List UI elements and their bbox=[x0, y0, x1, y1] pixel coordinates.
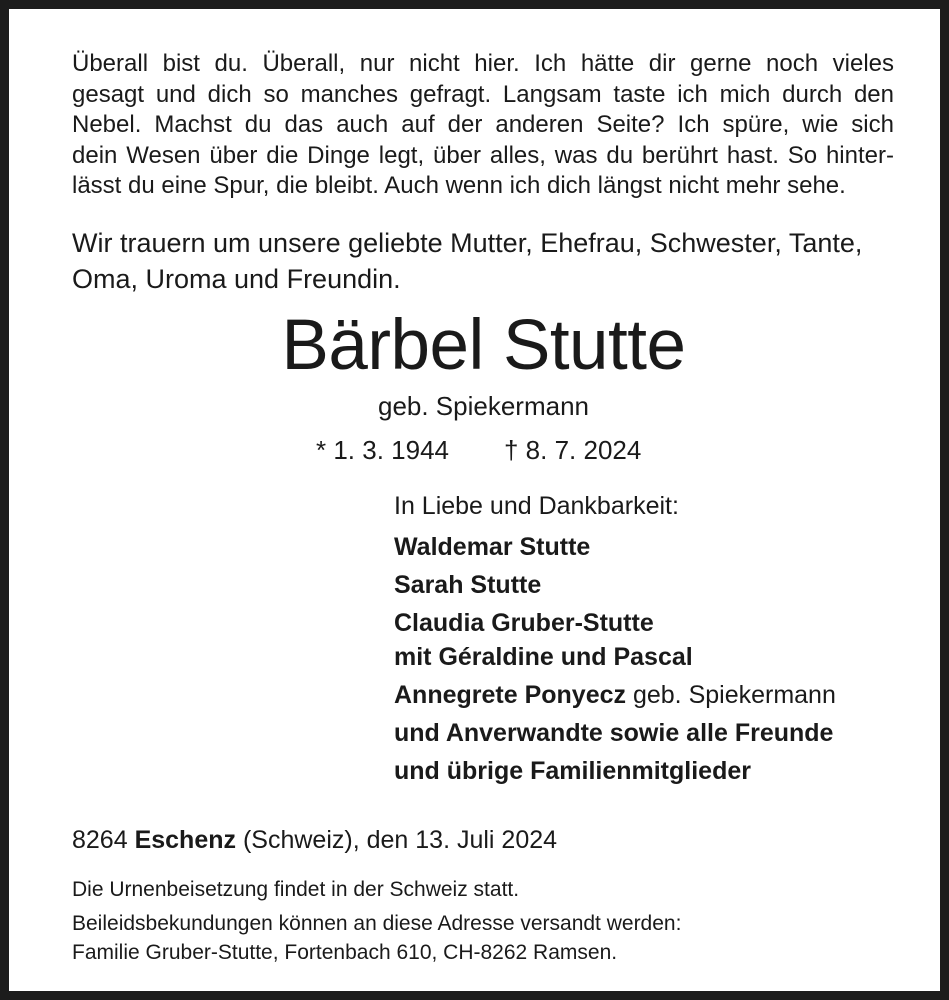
mourner-maiden-name: geb. Spiekermann bbox=[626, 681, 836, 709]
poem-text bbox=[72, 49, 894, 202]
condolences-note: Beileidsbekundungen können an diese Adresse versandt werden: bbox=[72, 912, 682, 935]
mourner-name: Sarah Stutte bbox=[394, 571, 542, 599]
place-postcode: 8264 bbox=[72, 826, 128, 854]
place-date: (Schweiz), den 13. Juli 2024 bbox=[242, 826, 558, 854]
birth-date: * 1. 3. 1944 bbox=[316, 435, 449, 465]
burial-note: Die Urnenbeisetzung findet in der Schweiz statt. bbox=[72, 878, 520, 901]
condolences-address: Familie Gruber-Stutte, Fortenbach 610, CH-8262 Ramsen. bbox=[72, 941, 618, 964]
maiden-name: geb. Spiekermann bbox=[377, 391, 590, 421]
mourner-name: mit Géraldine und Pascal bbox=[394, 643, 693, 671]
mourners-closing: und Anverwandte sowie alle Freunde bbox=[394, 719, 834, 747]
notes bbox=[72, 875, 681, 967]
mourner-name-bold: Annegrete Ponyecz bbox=[394, 681, 627, 709]
place-town: Eschenz bbox=[134, 826, 237, 854]
poem-line: lässt du eine Spur, die bleibt. Auch wenn ich dich längst nicht mehr sehe. bbox=[72, 172, 846, 199]
mourner-name: Claudia Gruber-Stutte bbox=[394, 609, 654, 637]
poem-line: Überall bist du. Überall, nur nicht hier. Ich hätte dir gerne noch vieles bbox=[72, 50, 894, 77]
mourner-name: Waldemar Stutte bbox=[394, 533, 591, 561]
mourner-name bbox=[394, 678, 934, 712]
intro-line: Oma, Uroma und Freundin. bbox=[72, 264, 401, 294]
poem-line: dein Wesen über die Dinge legt, über alles, was du berührt hast. So hinter- bbox=[72, 141, 894, 169]
mourning-intro bbox=[72, 225, 902, 297]
intro-line: Wir trauern um unsere geliebte Mutter, Ehefrau, Schwester, Tante, bbox=[72, 228, 863, 258]
mourners-closing: und übrige Familienmitglieder bbox=[394, 757, 751, 785]
poem-line: gesagt und dich so manches gefragt. Langsam taste ich mich durch den bbox=[72, 80, 894, 108]
mourners-heading: In Liebe und Dankbarkeit: bbox=[394, 492, 679, 520]
mourners-list bbox=[394, 489, 934, 788]
deceased-name: Bärbel Stutte bbox=[281, 306, 686, 385]
place-and-date bbox=[72, 823, 557, 857]
poem-line: Nebel. Machst du das auch auf der anderen Seite? Ich spüre, wie sich bbox=[72, 111, 894, 138]
death-date: † 8. 7. 2024 bbox=[504, 435, 642, 465]
